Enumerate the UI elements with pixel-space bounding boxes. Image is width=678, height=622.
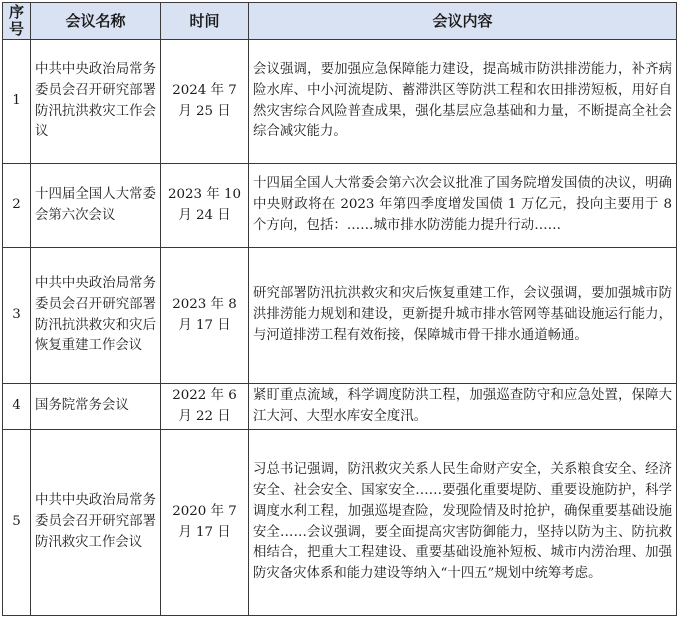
header-meeting-name: 会议名称 [31,3,161,40]
row-number: 2 [3,164,31,248]
meeting-time: 2022 年 6 月 22 日 [161,384,249,430]
meeting-name: 十四届全国人大常委会第六次会议 [31,164,161,248]
table-row [3,164,677,248]
meeting-content: 十四届全国人大常委会第六次会议批准了国务院增发国债的决议，明确中央财政将在 2023 年第四季度增发国债 1 万亿元，投向主要用于 8 个方向，包括：……城市排水防涝能力提升行动…… [249,164,677,248]
row-number: 3 [3,248,31,384]
table-row [3,248,677,384]
meeting-name: 中共中央政治局常务委员会召开研究部署防汛抗洪救灾工作会议 [31,40,161,164]
table-row [3,430,677,616]
table-row [3,40,677,164]
meeting-name: 中共中央政治局常务委员会召开研究部署防汛救灾工作会议 [31,430,161,616]
meeting-name: 中共中央政治局常务委员会召开研究部署防汛抗洪救灾和灾后恢复重建工作会议 [31,248,161,384]
meeting-content: 会议强调，要加强应急保障能力建设，提高城市防洪排涝能力，补齐病险水库、中小河流堤防、蓄滞洪区等防洪工程和农田排涝短板，用好自然灾害综合风险普查成果，强化基层应急基础和力量，不断提高全社会综合减灾能力。 [249,40,677,164]
meeting-content: 研究部署防汛抗洪救灾和灾后恢复重建工作，会议强调，要加强城市防洪排涝能力规划和建设，更新提升城市排水管网等基础设施运行能力，与河道排涝工程有效衔接，保障城市骨干排水通道畅通。 [249,248,677,384]
row-number: 5 [3,430,31,616]
header-time: 时间 [161,3,249,40]
header-serial-number: 序号 [3,3,31,40]
table-row [3,384,677,430]
header-meeting-content: 会议内容 [249,3,677,40]
meeting-time: 2023 年 8 月 17 日 [161,248,249,384]
row-number: 1 [3,40,31,164]
meeting-time: 2020 年 7 月 17 日 [161,430,249,616]
table-header-row [3,3,677,40]
meeting-time: 2023 年 10 月 24 日 [161,164,249,248]
meeting-time: 2024 年 7 月 25 日 [161,40,249,164]
meetings-table [2,2,677,616]
meeting-name: 国务院常务会议 [31,384,161,430]
row-number: 4 [3,384,31,430]
meeting-content: 紧盯重点流域，科学调度防洪工程，加强巡查防守和应急处置，保障大江大河、大型水库安全度汛。 [249,384,677,430]
meeting-content: 习总书记强调，防汛救灾关系人民生命财产安全，关系粮食安全、经济安全、社会安全、国家安全……要强化重要堤防、重要设施防护，科学调度水利工程，加强巡堤查险，发现险情及时抢护，确保重要基础设施安全……会议强调，要全面提高灾害防御能力，坚持以防为主、防抗救相结合，把重大工程建设、重要基础设施补短板、城市内涝治理、加强防灾备灾体系和能力建设等纳入“十四五”规划中统筹考虑。 [249,430,677,616]
